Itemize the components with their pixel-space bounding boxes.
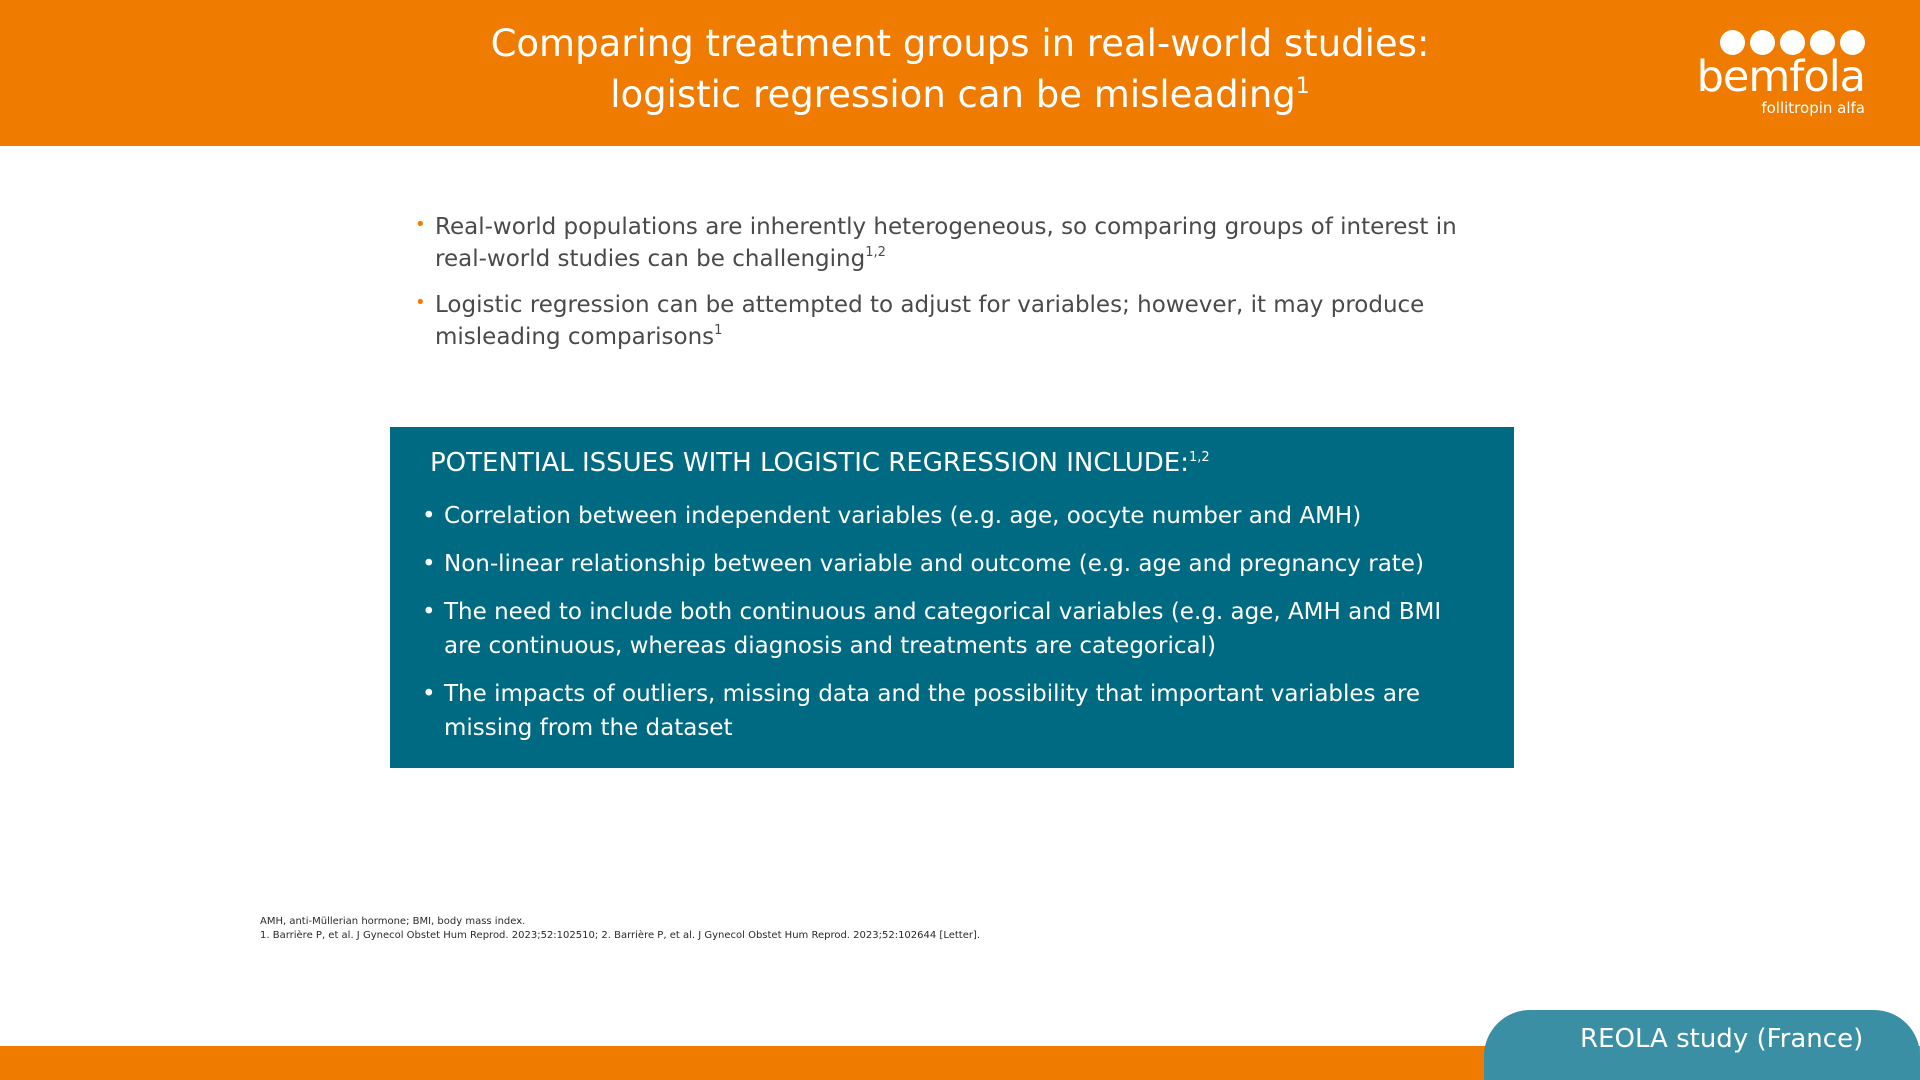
heading-reference: 1,2 xyxy=(1188,450,1210,465)
bullet-reference: 1 xyxy=(714,323,723,338)
abbreviations-note: AMH, anti-Müllerian hormone; BMI, body mass index. xyxy=(260,916,526,927)
logo-name: bemfola xyxy=(1696,52,1865,102)
references-note: 1. Barrière P, et al. J Gynecol Obstet Hum Reprod. 2023;52:102510; 2. Barrière P, et al. J Gynecol Obstet Hum Reprod. 2023;52:102644 [Letter]. xyxy=(260,930,981,941)
intro-bullet: • Logistic regression can be attempted to adjust for variables; however, it may produce misleading comparisons$^1$ xyxy=(415,289,1495,353)
bullet-reference: 1,2 xyxy=(865,245,886,260)
issue-item: • Correlation between independent variables (e.g. age, oocyte number and AMH) xyxy=(422,499,1442,533)
issue-item: • Non-linear relationship between variable and outcome (e.g. age and pregnancy rate) xyxy=(422,547,1442,581)
study-tab xyxy=(1484,1010,1920,1080)
slide-title xyxy=(0,18,1920,120)
logo-subtitle: follitropin alfa xyxy=(1761,99,1865,117)
title-reference: 1 xyxy=(1295,74,1310,99)
header-bar xyxy=(0,0,1920,146)
intro-bullets xyxy=(415,211,1495,367)
intro-bullet: • Real-world populations are inherently heterogeneous, so comparing groups of interest in real-world studies can be challenging$^{1,2}$ xyxy=(415,211,1495,275)
issues-list xyxy=(422,499,1442,759)
title-line-1: Comparing treatment groups in real-world studies: xyxy=(490,22,1430,65)
title-line-2: logistic regression can be misleading$^1$ xyxy=(610,73,1310,116)
issue-item: • The need to include both continuous and categorical variables (e.g. age, AMH and BMI are continuous, whereas diagnosis and treatments are categorical) xyxy=(422,595,1442,663)
bemfola-logo xyxy=(1640,26,1865,122)
study-label: REOLA study (France) xyxy=(1580,1024,1864,1054)
issues-panel xyxy=(390,427,1514,768)
issues-heading: POTENTIAL ISSUES WITH LOGISTIC REGRESSION INCLUDE:$^{1,2}$ xyxy=(430,448,1210,478)
issue-item: • The impacts of outliers, missing data and the possibility that important variables are missing from the dataset xyxy=(422,677,1442,745)
footnotes xyxy=(260,915,980,943)
